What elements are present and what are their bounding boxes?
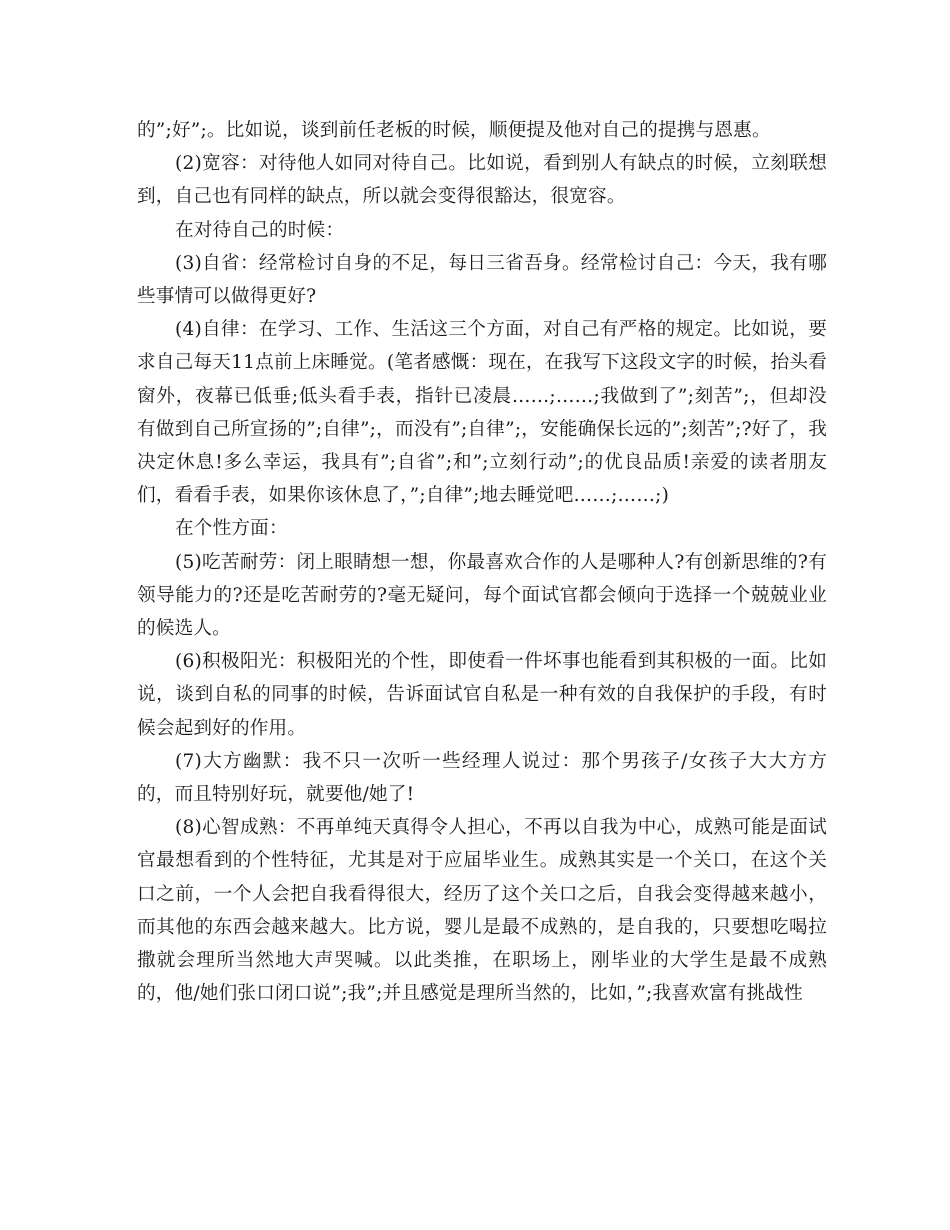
paragraph-positive: (6)积极阳光：积极阳光的个性，即使看一件坏事也能看到其积极的一面。比如说，谈到自私的同事的时候，告诉面试官自私是一种有效的自我保护的手段，有时候会起到好的作用。 — [137, 651, 827, 739]
paragraph-self-reflection: (3)自省：经常检讨自身的不足，每日三省吾身。经常检讨自己：今天，我有哪些事情可以做得更好? — [137, 252, 827, 308]
paragraph-heading-personality: 在个性方面： — [175, 518, 288, 540]
paragraph-continuation: 的”;好”;。比如说，谈到前任老板的时候，顺便提及他对自己的提携与恩惠。 — [137, 120, 771, 141]
paragraph-humor: (7)大方幽默：我不只一次听一些经理人说过：那个男孩子/女孩子大大方方的，而且特别好玩，就要他/她了! — [137, 750, 827, 806]
paragraph-self-discipline: (4)自律：在学习、工作、生活这三个方面，对自己有严格的规定。比如说，要求自己每天11点前上床睡觉。(笔者感慨：现在，在我写下这段文字的时候，抬头看窗外，夜幕已低垂;低头看手表，指针已凌晨……;……;我做到了”;刻苦”;，但却没有做到自己所宣扬的”;自律”;，而没有”;自律”;，安能确保长远的”;刻苦”;?好了，我决定休息!多么幸运，我具有”;自省”;和”;立刻行动”;的优良品质!亲爱的读者朋友们，看看手表，如果你该休息了，”;自律”;地去睡觉吧……;……;) — [137, 319, 827, 507]
paragraph-hardworking: (5)吃苦耐劳：闭上眼睛想一想，你最喜欢合作的人是哪种人?有创新思维的?有领导能力的?还是吃苦耐劳的?毫无疑问，每个面试官都会倾向于选择一个兢兢业业的候选人。 — [137, 551, 827, 640]
paragraph-maturity: (8)心智成熟：不再单纯天真得令人担心，不再以自我为中心，成熟可能是面试官最想看到的个性特征，尤其是对于应届毕业生。成熟其实是一个关口，在这个关口之前，一个人会把自我看得很大，经历了这个关口之后，自我会变得越来越小，而其他的东西会越来越大。比方说，婴儿是最不成熟的，是自我的，只要想吃喝拉撒就会理所当然地大声哭喊。以此类推，在职场上，刚毕业的大学生是最不成熟的，他/她们张口闭口说”;我”;并且感觉是理所当然的，比如，”;我喜欢富有挑战性 — [137, 817, 827, 1005]
document-body — [137, 114, 827, 1010]
paragraph-tolerance: (2)宽容：对待他人如同对待自己。比如说，看到别人有缺点的时候，立刻联想到，自己也有同样的缺点，所以就会变得很豁达，很宽容。 — [137, 153, 827, 208]
paragraph-heading-self: 在对待自己的时候： — [175, 219, 345, 241]
